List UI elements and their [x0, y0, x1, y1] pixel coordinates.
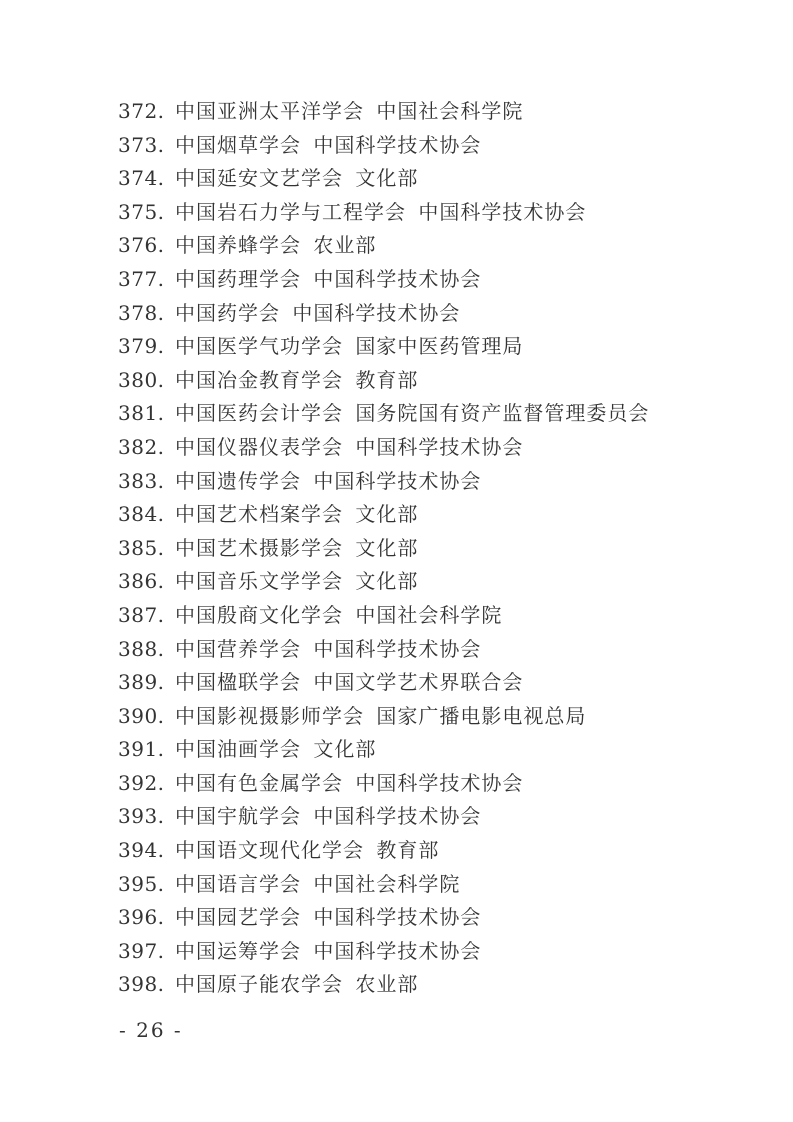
- item-number: 385.: [118, 535, 165, 560]
- list-item: [118, 834, 753, 868]
- list-item: [118, 229, 753, 263]
- list-item: [118, 968, 753, 1002]
- list-item: [118, 800, 753, 834]
- supervising-department: 文化部: [313, 737, 377, 762]
- supervising-department: 中国科学技术协会: [313, 804, 482, 829]
- society-name: 中国影视摄影师学会: [175, 703, 364, 728]
- supervising-department: 中国科学技术协会: [418, 199, 587, 224]
- list-item: [118, 330, 753, 364]
- list-item: [118, 465, 753, 499]
- supervising-department: 文化部: [355, 166, 419, 191]
- list-item: [118, 868, 753, 902]
- supervising-department: 中国科学技术协会: [355, 770, 524, 795]
- list-item: [118, 162, 753, 196]
- supervising-department: 中国科学技术协会: [313, 468, 482, 493]
- list-item: [118, 95, 753, 129]
- item-number: 396.: [118, 905, 165, 930]
- society-name: 中国宇航学会: [175, 804, 301, 829]
- society-name: 中国园艺学会: [175, 905, 301, 930]
- list-item: [118, 633, 753, 667]
- item-number: 389.: [118, 670, 165, 695]
- list-item: [118, 733, 753, 767]
- list-item: [118, 767, 753, 801]
- list-item: [118, 599, 753, 633]
- supervising-department: 中国社会科学院: [313, 871, 461, 896]
- society-name: 中国语言学会: [175, 871, 301, 896]
- list-item: [118, 431, 753, 465]
- item-number: 379.: [118, 334, 165, 359]
- list-item: [118, 666, 753, 700]
- list-item: [118, 263, 753, 297]
- item-number: 376.: [118, 233, 165, 258]
- item-number: 390.: [118, 703, 165, 728]
- page-number: - 26 -: [119, 1018, 183, 1042]
- society-name: 中国油画学会: [175, 737, 301, 762]
- item-number: 393.: [118, 804, 165, 829]
- supervising-department: 国务院国有资产监督管理委员会: [355, 401, 650, 426]
- item-number: 378.: [118, 300, 165, 325]
- society-name: 中国医药会计学会: [175, 401, 343, 426]
- society-name: 中国延安文艺学会: [175, 166, 343, 191]
- list-item: [118, 700, 753, 734]
- list-item: [118, 565, 753, 599]
- supervising-department: 中国科学技术协会: [313, 636, 482, 661]
- supervising-department: 农业部: [355, 972, 419, 997]
- item-number: 388.: [118, 636, 165, 661]
- society-name: 中国殷商文化学会: [175, 602, 343, 627]
- supervising-department: 中国科学技术协会: [292, 300, 461, 325]
- list-item: [118, 498, 753, 532]
- society-name: 中国药学会: [175, 300, 280, 325]
- supervising-department: 文化部: [355, 569, 419, 594]
- item-number: 374.: [118, 166, 165, 191]
- list-item: [118, 935, 753, 969]
- society-name: 中国冶金教育学会: [175, 367, 343, 392]
- society-name: 中国艺术摄影学会: [175, 535, 343, 560]
- item-number: 372.: [118, 99, 165, 123]
- supervising-department: 中国社会科学院: [376, 99, 524, 123]
- society-name: 中国仪器仪表学会: [175, 434, 343, 459]
- supervising-department: 文化部: [355, 502, 419, 527]
- society-list: [118, 95, 753, 1002]
- society-name: 中国烟草学会: [175, 132, 301, 157]
- item-number: 386.: [118, 569, 165, 594]
- item-number: 387.: [118, 602, 165, 627]
- supervising-department: 中国科学技术协会: [313, 266, 482, 291]
- society-name: 中国艺术档案学会: [175, 502, 343, 527]
- item-number: 397.: [118, 938, 165, 963]
- society-name: 中国语文现代化学会: [175, 838, 364, 863]
- society-name: 中国遗传学会: [175, 468, 301, 493]
- supervising-department: 中国科学技术协会: [355, 434, 524, 459]
- list-item: [118, 129, 753, 163]
- list-item: [118, 196, 753, 230]
- item-number: 391.: [118, 737, 165, 762]
- society-name: 中国营养学会: [175, 636, 301, 661]
- supervising-department: 教育部: [376, 838, 440, 863]
- supervising-department: 中国科学技术协会: [313, 132, 482, 157]
- supervising-department: 中国科学技术协会: [313, 938, 482, 963]
- item-number: 382.: [118, 434, 165, 459]
- item-number: 373.: [118, 132, 165, 157]
- supervising-department: 中国文学艺术界联合会: [313, 670, 524, 695]
- society-name: 中国有色金属学会: [175, 770, 343, 795]
- supervising-department: 国家中医药管理局: [355, 334, 524, 359]
- item-number: 375.: [118, 199, 165, 224]
- item-number: 392.: [118, 770, 165, 795]
- list-item: [118, 297, 753, 331]
- society-name: 中国楹联学会: [175, 670, 301, 695]
- supervising-department: 中国社会科学院: [355, 602, 503, 627]
- item-number: 383.: [118, 468, 165, 493]
- item-number: 381.: [118, 401, 165, 426]
- society-name: 中国药理学会: [175, 266, 301, 291]
- supervising-department: 教育部: [355, 367, 419, 392]
- supervising-department: 国家广播电影电视总局: [376, 703, 587, 728]
- society-name: 中国运筹学会: [175, 938, 301, 963]
- supervising-department: 文化部: [355, 535, 419, 560]
- item-number: 384.: [118, 502, 165, 527]
- list-item: [118, 364, 753, 398]
- item-number: 395.: [118, 871, 165, 896]
- item-number: 380.: [118, 367, 165, 392]
- society-name: 中国岩石力学与工程学会: [175, 199, 406, 224]
- supervising-department: 中国科学技术协会: [313, 905, 482, 930]
- item-number: 398.: [118, 972, 165, 997]
- list-item: [118, 532, 753, 566]
- item-number: 377.: [118, 266, 165, 291]
- society-name: 中国医学气功学会: [175, 334, 343, 359]
- society-name: 中国亚洲太平洋学会: [175, 99, 364, 123]
- supervising-department: 农业部: [313, 233, 377, 258]
- list-item: [118, 901, 753, 935]
- society-name: 中国养蜂学会: [175, 233, 301, 258]
- list-item: [118, 397, 753, 431]
- society-name: 中国音乐文学学会: [175, 569, 343, 594]
- society-name: 中国原子能农学会: [175, 972, 343, 997]
- item-number: 394.: [118, 838, 165, 863]
